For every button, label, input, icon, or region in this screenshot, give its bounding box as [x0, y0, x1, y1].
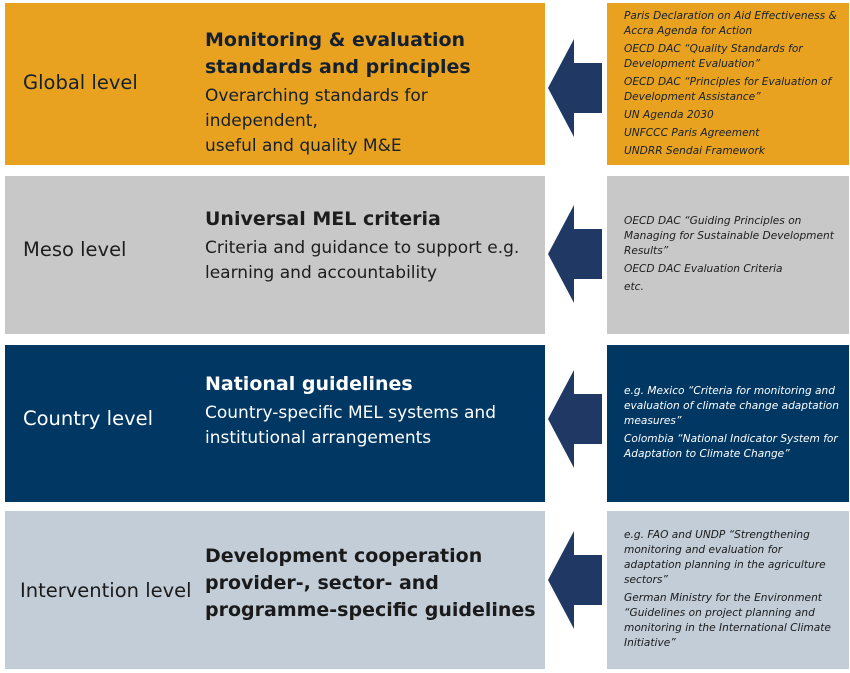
reference-item: Colombia “National Indicator System for Adaptation to Climate Change” — [624, 433, 838, 460]
global-level-heading: Monitoring & evaluation standards and principles — [205, 29, 471, 78]
country-level-description: Country-specific MEL systems and institutional arrangements — [205, 403, 496, 448]
reference-item: German Ministry for the Environment “Guidelines on project planning and monitoring in the International Climate Initiative” — [624, 592, 831, 649]
arrow-global — [548, 39, 602, 137]
level-label-intervention: Intervention level — [20, 579, 192, 602]
reference-item: e.g. Mexico “Criteria for monitoring and evaluation of climate change adaptation measures” — [624, 385, 839, 427]
global-level-content — [205, 27, 540, 159]
level-label-meso: Meso level — [23, 238, 127, 261]
reference-item: UN Agenda 2030 — [624, 108, 714, 121]
global-level-box — [5, 3, 545, 165]
country-references-box — [607, 345, 849, 502]
reference-item: etc. — [624, 281, 644, 293]
intervention-level-content — [205, 543, 540, 624]
intervention-level-heading: Development cooperation provider-, sector- and programme-specific guidelines — [205, 545, 536, 621]
country-level-content — [205, 371, 540, 451]
country-level-box — [5, 345, 545, 502]
reference-item: Paris Declaration on Aid Effectiveness & Accra Agenda for Action — [624, 9, 837, 37]
meso-level-description: Criteria and guidance to support e.g. learning and accountability — [205, 238, 520, 283]
meso-level-heading: Universal MEL criteria — [205, 208, 441, 230]
reference-item: OECD DAC Evaluation Criteria — [624, 263, 783, 275]
level-label-country: Country level — [23, 407, 154, 430]
reference-item: UNFCCC Paris Agreement — [624, 126, 760, 139]
meso-references-box — [607, 176, 849, 334]
meso-level-box — [5, 176, 545, 334]
intervention-references-box — [607, 511, 849, 669]
intervention-level-box — [5, 511, 545, 669]
level-label-global: Global level — [23, 71, 138, 94]
country-level-heading: National guidelines — [205, 373, 413, 395]
reference-item: OECD DAC “Quality Standards for Development Evaluation” — [624, 42, 803, 70]
meso-level-content — [205, 206, 540, 286]
reference-item: UNDRR Sendai Framework — [624, 144, 765, 157]
global-references-box — [607, 3, 849, 165]
arrow-intervention — [548, 531, 602, 629]
global-level-description: Overarching standards for independent, useful and quality M&E — [205, 86, 428, 156]
reference-item: OECD DAC “Principles for Evaluation of Development Assistance” — [624, 75, 832, 103]
arrow-country — [548, 370, 602, 468]
reference-item: OECD DAC “Guiding Principles on Managing for Sustainable Development Results” — [624, 215, 834, 257]
reference-item: e.g. FAO and UNDP “Strengthening monitoring and evaluation for adaptation planning in the agriculture sectors” — [624, 529, 826, 586]
arrow-meso — [548, 205, 602, 303]
